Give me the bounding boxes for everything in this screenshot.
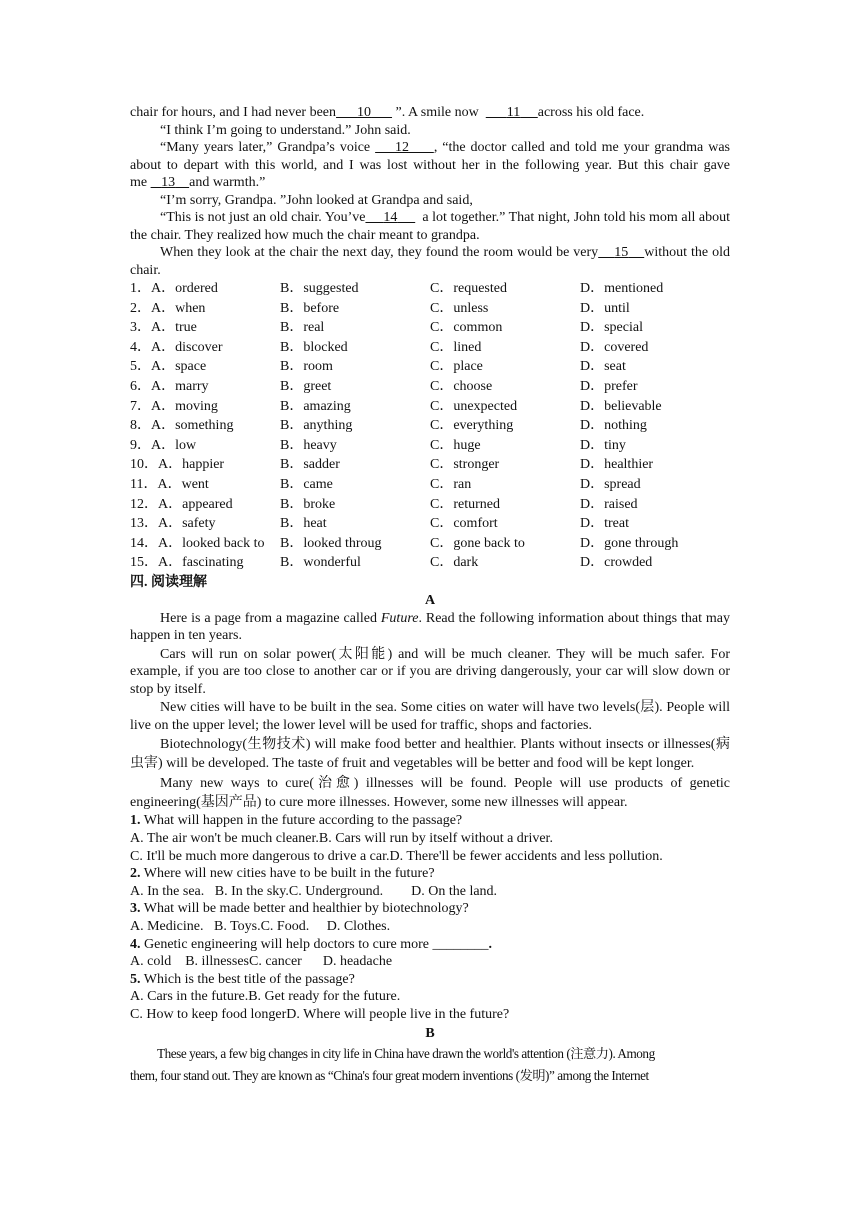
option-c: C．choose xyxy=(430,378,493,394)
option-c: C．requested xyxy=(430,281,507,296)
option-b: B．amazing xyxy=(280,398,351,414)
option-row xyxy=(130,279,730,299)
option-d: D．covered xyxy=(580,339,649,355)
option-b: B．looked throug xyxy=(280,535,382,551)
option-b: B．suggested xyxy=(280,281,359,296)
question-tail: . xyxy=(488,936,492,952)
cloze-line-1: chair for hours, and I had never been 10 ”. A smile now 11 across his old face. xyxy=(130,105,645,120)
question-stem xyxy=(130,865,730,883)
worksheet-page xyxy=(130,104,730,1087)
option-a: 10．A．happier xyxy=(130,457,225,473)
option-d: D．mentioned xyxy=(580,281,664,296)
option-row xyxy=(130,534,730,554)
option-row xyxy=(130,338,730,358)
option-c: C．unless xyxy=(430,300,489,316)
option-a: 1．A．ordered xyxy=(130,281,218,296)
answer-options: C. It'll be much more dangerous to drive a car.D. There'll be fewer accidents and less pollution. xyxy=(130,848,663,864)
question-number: 3. xyxy=(130,901,141,917)
option-d: D．seat xyxy=(580,359,626,375)
cloze-paragraph-2: “I think I’m going to understand.” John said. xyxy=(160,122,411,138)
option-row xyxy=(130,495,730,515)
option-row xyxy=(130,299,730,319)
option-d: D．raised xyxy=(580,496,638,512)
option-c: C．unexpected xyxy=(430,398,518,414)
option-b: B．blocked xyxy=(280,339,348,355)
option-c: C．everything xyxy=(430,418,514,434)
question-text: Which is the best title of the passage? xyxy=(140,971,355,987)
passage-b-paragraph-1 xyxy=(130,1043,730,1087)
question-stem xyxy=(130,936,730,954)
question-stem xyxy=(130,900,730,918)
passage-a-questions xyxy=(130,812,730,1023)
cloze-paragraph-3: “Many years later,” Grandpa’s voice 12 , “the doctor called and told me your grandma was about to depart with this world, and I was lost without her in the following year. But this chair gave me 13 and warmth.” xyxy=(130,140,731,190)
question-stem xyxy=(130,971,730,989)
answer-options: A. The air won't be much cleaner.B. Cars will run by itself without a driver. xyxy=(130,831,553,846)
option-c: C．common xyxy=(430,320,503,336)
cloze-paragraph-6: When they look at the chair the next day, they found the room would be very 15 without the old chair. xyxy=(130,245,730,278)
blank-12: 12 xyxy=(394,140,409,155)
question-number: 4. xyxy=(130,936,141,952)
option-b: B．broke xyxy=(280,496,336,512)
option-a: 11．A．went xyxy=(130,476,209,492)
option-row xyxy=(130,553,730,573)
answer-options: C. How to keep food longerD. Where will people live in the future? xyxy=(130,1006,510,1022)
option-b: B．real xyxy=(280,320,325,336)
passage-a-paragraph-1: Here is a page from a magazine called Future. Read the following information about things that may happen in ten years. xyxy=(130,610,730,644)
question-text: Genetic engineering will help doctors to cure more ________ xyxy=(140,936,489,952)
option-a: 5．A．space xyxy=(130,359,207,375)
option-c: C．ran xyxy=(430,476,472,492)
cloze-paragraph-4: “I’m sorry, Grandpa. ”John looked at Grandpa and said, xyxy=(160,192,473,208)
option-row xyxy=(130,397,730,417)
passage-a-paragraph-2: Cars will run on solar power(太阳能) and will be much cleaner. They will be much safer. For example, if you are too close to another car or if you are driving dangerously, your car will slow down or stop by itself. xyxy=(130,646,730,697)
question-number: 2. xyxy=(130,866,141,882)
option-a: 6．A．marry xyxy=(130,378,209,394)
option-row xyxy=(130,455,730,475)
cloze-paragraph-5: “This is not just an old chair. You’ve 14 a lot together.” That night, John told his mom all about the chair. They realized how much the chair meant to grandpa. xyxy=(130,210,731,243)
answer-options: A. Medicine. B. Toys.C. Food. D. Clothes. xyxy=(130,918,391,934)
blank-15: 15 xyxy=(614,245,629,260)
question-text: What will be made better and healthier by biotechnology? xyxy=(140,901,469,917)
blank-10: 10 xyxy=(357,105,372,120)
option-c: C．stronger xyxy=(430,457,500,473)
option-c: C．returned xyxy=(430,496,500,512)
passage-a-paragraph-3: New cities will have to be built in the sea. Some cities on water will have two levels(层). People will live on the upper level; the lower level will be used for traffic, shops and factories. xyxy=(130,700,730,733)
option-d: D．special xyxy=(580,320,643,336)
option-b: B．came xyxy=(280,476,333,492)
option-a: 14．A．looked back to xyxy=(130,535,265,551)
passage-a-paragraph-5: Many new ways to cure(治愈) illnesses will be found. People will use products of genetic engineering(基因产品) to cure more illnesses. However, some new illnesses will appear. xyxy=(130,776,730,811)
blank-13: 13 xyxy=(161,175,176,190)
section-heading xyxy=(130,573,730,592)
blank-11: 11 xyxy=(506,105,521,120)
option-row xyxy=(130,377,730,397)
option-b: B．heavy xyxy=(280,437,337,453)
option-b: B．heat xyxy=(280,516,327,532)
option-c: C．comfort xyxy=(430,516,498,532)
option-a: 4．A．discover xyxy=(130,339,223,355)
question-text: Where will new cities have to be built in the future? xyxy=(140,866,435,882)
option-a: 15．A．fascinating xyxy=(130,555,244,571)
option-row xyxy=(130,318,730,338)
option-d: D．gone through xyxy=(580,535,679,551)
option-row xyxy=(130,514,730,534)
magazine-title: Future xyxy=(380,610,419,626)
question-stem xyxy=(130,812,730,830)
passage-b-label: B xyxy=(425,1025,435,1041)
option-c: C．huge xyxy=(430,437,481,453)
option-a: 8．A．something xyxy=(130,418,234,434)
option-d: D．tiny xyxy=(580,437,626,453)
passage-a-paragraph-4: Biotechnology(生物技术) will make food better and healthier. Plants without insects or illnesses(病虫害) will be developed. The taste of fruit and vegetables will be better and food will be kept longer. xyxy=(130,737,730,772)
option-a: 2．A．when xyxy=(130,300,206,316)
answer-options: A. Cars in the future.B. Get ready for the future. xyxy=(130,989,401,1005)
option-b: B．anything xyxy=(280,418,353,434)
option-b: B．greet xyxy=(280,378,332,394)
option-row xyxy=(130,475,730,495)
option-c: C．lined xyxy=(430,339,482,355)
option-c: C．dark xyxy=(430,555,479,571)
option-b: B．room xyxy=(280,359,333,375)
option-b: B．before xyxy=(280,300,340,316)
option-a: 13．A．safety xyxy=(130,516,216,532)
option-row xyxy=(130,357,730,377)
option-d: D．believable xyxy=(580,398,662,414)
option-c: C．gone back to xyxy=(430,535,525,551)
question-number: 5. xyxy=(130,971,141,987)
cloze-options-table xyxy=(130,279,730,573)
option-a: 3．A．true xyxy=(130,320,197,336)
option-row xyxy=(130,416,730,436)
option-a: 12．A．appeared xyxy=(130,496,233,512)
passage-b-line-1: These years, a few big changes in city life in China have drawn the world's attention (注意力). Among xyxy=(157,1045,655,1061)
option-d: D．spread xyxy=(580,476,641,492)
answer-options: A. cold B. illnessesC. cancer D. headache xyxy=(130,954,393,970)
option-b: B．wonderful xyxy=(280,555,361,571)
section-title: 阅读理解 xyxy=(151,574,207,590)
option-d: D．until xyxy=(580,300,630,316)
option-d: D．healthier xyxy=(580,457,654,473)
option-a: 9．A．low xyxy=(130,437,197,453)
section-number: 四. xyxy=(130,574,148,590)
passage-a-label: A xyxy=(424,592,436,608)
option-d: D．prefer xyxy=(580,378,638,394)
option-d: D．treat xyxy=(580,516,629,532)
blank-14: 14 xyxy=(383,210,398,225)
option-b: B．sadder xyxy=(280,457,340,473)
option-d: D．nothing xyxy=(580,418,647,434)
option-c: C．place xyxy=(430,359,483,375)
question-text: What will happen in the future according to the passage? xyxy=(140,813,463,829)
option-a: 7．A．moving xyxy=(130,398,218,414)
answer-options: A. In the sea. B. In the sky.C. Underground. D. On the land. xyxy=(130,883,498,899)
passage-b-line-2: them, four stand out. They are known as “China's four great modern inventions (发明)” among the Internet xyxy=(130,1067,649,1083)
option-row xyxy=(130,436,730,456)
option-d: D．crowded xyxy=(580,555,653,571)
question-number: 1. xyxy=(130,813,141,829)
